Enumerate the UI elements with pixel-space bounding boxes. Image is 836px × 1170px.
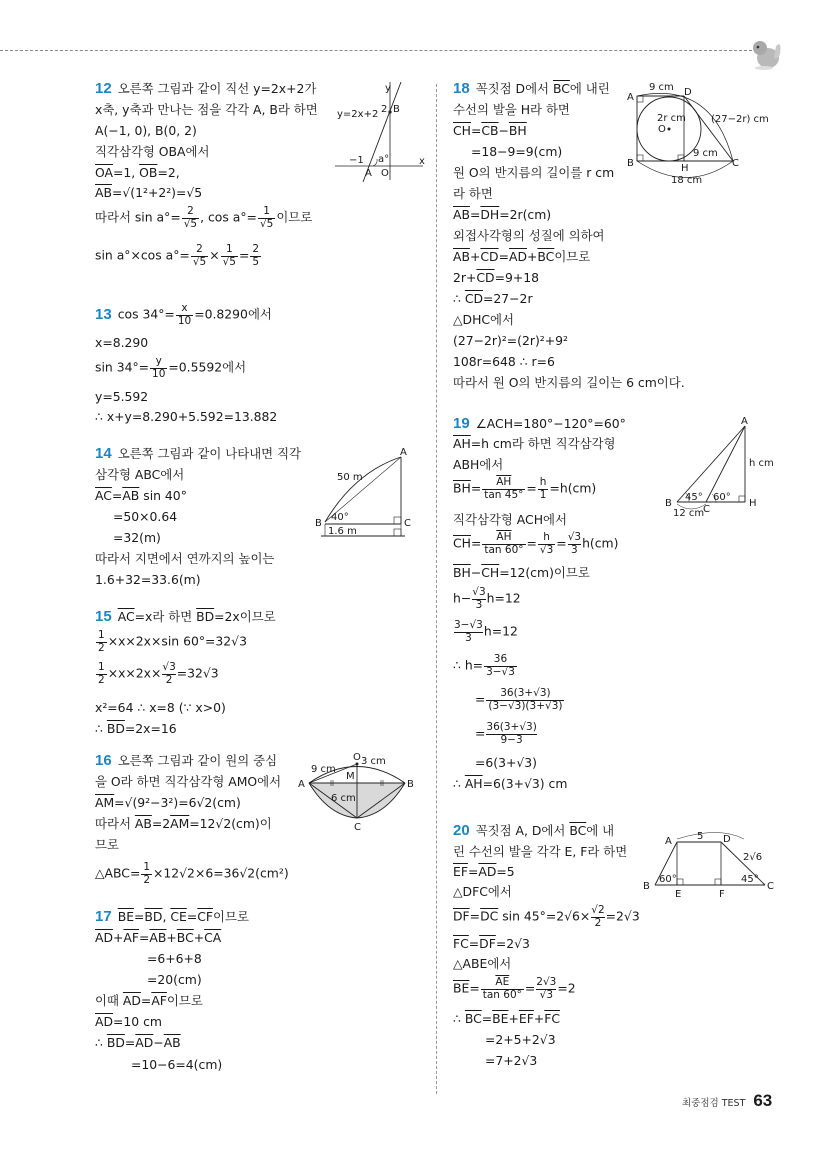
figure-14-kite-triangle	[315, 447, 425, 544]
fig12-equation: y=2x+2	[337, 109, 379, 120]
p18-line-3: $\overline{CH}=\overline{CB}-\overline{BH}$	[453, 123, 527, 138]
p12-line-6: $\overline{AB}=√(1^2+2^2)=√5$	[95, 185, 203, 200]
p20-line-10: =2+5+2√3	[485, 1032, 556, 1047]
p15-line-4: x²=64 ∴ x=8 (∵ x>0)	[95, 700, 226, 715]
fig12-point-B: B	[393, 104, 400, 115]
p13-line-2: x=8.290	[95, 335, 149, 350]
p12-line-2: x축, y축과 만나는 점을 각각 A, B라 하면	[95, 102, 318, 117]
figure-18-trapezoid-incircle	[627, 82, 777, 190]
p12-line-5: $\overline{OA}=1$, $\overline{OB}=2$,	[95, 165, 180, 180]
fig16-om-length: 3 cm	[361, 756, 386, 767]
fig12-y-intercept: 2	[381, 104, 388, 115]
fig14-point-C: C	[404, 518, 411, 529]
fig14-point-B: B	[315, 518, 322, 529]
fig16-point-C: C	[354, 822, 361, 833]
p19-line-3: ABH에서	[453, 457, 504, 472]
fig20-angle-60: 60°	[659, 874, 677, 885]
p20-line-7: △ABE에서	[453, 956, 512, 971]
fig18-top-length: 9 cm	[649, 82, 674, 93]
p16-line-1: 16 오른쪽 그림과 같이 원의 중심	[95, 752, 278, 769]
p13-line-3: sin 34°= $\frac{y}{10}$ =0.5592에서	[95, 355, 247, 380]
p14-line-7: 1.6+32=33.6(m)	[95, 572, 201, 587]
fig20-top-length: 5	[697, 831, 704, 842]
p12-line-3: A(−1, 0), B(0, 2)	[95, 123, 197, 138]
p14-line-2: 삼각형 ABC에서	[95, 467, 185, 482]
footer-title: 최중점검 TEST	[682, 1098, 746, 1109]
p15-line-2: $\frac{1}{2}$ ×x×2x×sin 60°=32√3	[98, 629, 247, 654]
p20-line-3: $\overline{EF}=\overline{AD}=5$	[453, 864, 515, 879]
p14-line-4: =50×0.64	[113, 509, 178, 524]
p19-line-13: =6(3+√3)	[475, 755, 537, 770]
fig19-point-A: A	[741, 416, 748, 427]
fig20-point-A: A	[665, 836, 672, 847]
fig19-point-H: H	[749, 498, 757, 509]
fig20-point-B: B	[643, 881, 650, 892]
fig19-angle-45: 45°	[685, 492, 703, 503]
fig16-point-A: A	[298, 779, 305, 790]
fig18-hc-length: 9 cm	[693, 148, 718, 159]
p15-line-5: ∴ $\overline{BD}=2x=16$	[95, 721, 177, 736]
p20-line-6: $\overline{FC}=\overline{DF}=2√3$	[453, 936, 530, 951]
p18-line-9: $\overline{AB}+\overline{CD}=\overline{AD}+\overline{BC}$이므로	[453, 249, 591, 264]
fig12-minus-one: −1	[349, 155, 364, 166]
figure-16-circle-segment	[295, 750, 420, 832]
p17-line-4: =20(cm)	[147, 972, 202, 987]
p12-line-1: 12 오른쪽 그림과 같이 직선 y=2x+2가	[95, 80, 317, 97]
p15-line-3: $\frac{1}{2}$ ×x×2x× $\frac{√3}{2}$ =32√3	[98, 661, 219, 686]
p18-line-1: 18 꼭짓점 D에서 $\overline{BC}$에 내린	[453, 80, 610, 97]
page-number: 63	[753, 1091, 773, 1110]
p17-line-5: 이때 $\overline{AD}=\overline{AF}$이므로	[95, 993, 203, 1008]
p19-line-6: $\overline{CH}=$ $\frac{\overline{AH}}{\tan 60^\circ}$ = $\frac{h}{√3}$ = $\frac{√3}{3}$ h(cm)	[453, 531, 619, 556]
p18-line-14: 108r=648 ∴ r=6	[453, 354, 555, 369]
p12-line-7: 따라서 sin a°= $\frac{2}{√5}$ , cos a°= $\frac{1}{√5}$ 이므로	[95, 205, 313, 230]
fig12-y-label: y	[385, 83, 391, 94]
p13-line-5: ∴ x+y=8.290+5.592=13.882	[95, 409, 278, 424]
p18-line-5: 원 O의 반지름의 길이를 r cm	[453, 165, 615, 180]
p18-line-15: 따라서 원 O의 반지름의 길이는 6 cm이다.	[453, 375, 685, 390]
p18-line-12: △DHC에서	[453, 312, 514, 327]
fig19-height: h cm	[749, 458, 774, 469]
p13-line-1: 13 cos 34°= $\frac{x}{10}$ =0.8290에서	[95, 302, 272, 327]
fig14-angle: 40°	[331, 512, 349, 523]
fig18-point-D: D	[684, 87, 692, 98]
p13-line-4: y=5.592	[95, 389, 149, 404]
p12-line-4: 직각삼각형 OBA에서	[95, 144, 210, 159]
figure-20-trapezoid	[639, 830, 779, 900]
p19-line-1: 19 ∠ACH=180°−120°=60°	[453, 415, 626, 432]
page-footer	[682, 1091, 772, 1111]
problem-number: 12	[95, 80, 112, 97]
p16-line-4: 따라서 $\overline{AB}=2\overline{AM}=12√2(cm)$이	[95, 816, 272, 831]
fig20-point-D: D	[723, 834, 731, 845]
p19-line-10: ∴ h= $\frac{36}{3-√3}$	[453, 653, 515, 678]
p19-line-4: $\overline{BH}=$ $\frac{\overline{AH}}{\tan 45^\circ}$ = $\frac{h}{1}$ =h(cm)	[453, 476, 597, 501]
p18-line-7: $\overline{AB}=\overline{DH}=2r(cm)$	[453, 207, 552, 222]
fig20-point-F: F	[719, 889, 725, 900]
fig20-angle-45: 45°	[741, 874, 759, 885]
fig20-point-C: C	[767, 881, 774, 892]
fig18-diameter: 2r cm	[657, 113, 686, 124]
p18-line-10: $2r+\overline{CD}=9+18$	[453, 270, 539, 285]
fig14-height: 1.6 m	[328, 526, 357, 537]
p20-line-11: =7+2√3	[485, 1053, 538, 1068]
fig14-length: 50 m	[337, 472, 363, 483]
p20-line-1: 20 꼭짓점 A, D에서 $\overline{BC}$에 내	[453, 822, 615, 839]
figure-19-two-triangles	[661, 416, 781, 519]
p20-line-8: $\overline{BE}=$ $\frac{\overline{AE}}{\tan 60^\circ}$ = $\frac{2√3}{√3}$ =2	[453, 976, 576, 1001]
p19-line-5: 직각삼각형 ACH에서	[453, 512, 567, 527]
fig14-point-A: A	[400, 447, 407, 458]
p17-line-7: ∴ $\overline{BD}=\overline{AD}-\overline{AB}$	[95, 1035, 181, 1050]
p14-line-3: $\overline{AC}=\overline{AB}$ sin 40°	[95, 488, 187, 503]
p18-line-4: =18−9=9(cm)	[471, 144, 563, 159]
problem-13	[95, 303, 425, 433]
p18-line-11: ∴ $\overline{CD}=27-2r$	[453, 291, 533, 306]
fig16-mc-length: 6 cm	[331, 793, 356, 804]
fig19-bc-length: 12 cm	[673, 508, 705, 519]
p19-line-2: $\overline{AH}=h$ cm라 하면 직각삼각형	[453, 436, 616, 451]
p17-line-6: $\overline{AD}=10$ cm	[95, 1014, 163, 1029]
p19-line-7: $\overline{BH}-\overline{CH}=12(cm)$이므로	[453, 565, 590, 580]
fig12-point-A: A	[365, 168, 372, 179]
p18-line-13: (27−2r)²=(2r)²+9²	[453, 333, 568, 348]
fig16-radius: 9 cm	[311, 764, 336, 775]
fig19-angle-60: 60°	[713, 492, 731, 503]
p14-line-5: =32(m)	[113, 530, 161, 545]
mascot-icon	[748, 36, 784, 72]
p12-line-8: sin a°×cos a°= $\frac{2}{√5}$ × $\frac{1}{√5}$ = $\frac{2}{5}$	[95, 243, 260, 268]
p19-line-9: $\frac{3-√3}{3}$ h=12	[454, 619, 518, 644]
p16-line-5: 므로	[95, 837, 119, 852]
problem-17	[95, 908, 425, 1078]
fig18-center-O: O	[658, 124, 666, 135]
p16-line-6: △ABC= $\frac{1}{2}$ ×12√2×6=36√2(cm²)	[95, 861, 289, 886]
p18-line-8: 외접사각형의 성질에 의하여	[453, 228, 605, 243]
column-divider	[436, 84, 437, 1094]
p19-line-8: h− $\frac{√3}{3}$ h=12	[453, 586, 521, 611]
fig18-point-H: H	[681, 163, 689, 174]
problem-15	[95, 608, 425, 738]
fig18-point-C: C	[732, 158, 739, 169]
p17-line-1: 17 $\overline{BE}=\overline{BD}$, $\overline{CE}=\overline{CF}$이므로	[95, 908, 249, 925]
p20-line-2: 린 수선의 발을 각각 E, F라 하면	[453, 844, 628, 859]
fig19-point-B: B	[665, 498, 672, 509]
fig18-cd-length: (27−2r) cm	[711, 114, 769, 125]
p19-line-14: ∴ $\overline{AH}=6(3+√3)$ cm	[453, 776, 568, 791]
fig12-angle: a°	[378, 154, 390, 165]
p18-line-2: 수선의 발을 H라 하면	[453, 102, 570, 117]
p14-line-1: 14 오른쪽 그림과 같이 나타내면 직각	[95, 445, 302, 462]
fig16-point-B: B	[407, 779, 414, 790]
p18-line-6: 라 하면	[453, 186, 493, 201]
fig18-point-A: A	[627, 92, 634, 103]
figure-12-line-graph	[335, 82, 425, 182]
p20-line-9: ∴ $\overline{BC}=\overline{BE}+\overline{EF}+\overline{FC}$	[453, 1011, 561, 1026]
p19-line-11: = $\frac{36(3+√3)}{(3-√3)(3+√3)}$	[475, 687, 563, 712]
fig12-origin: O	[381, 168, 389, 179]
fig18-point-B: B	[627, 158, 634, 169]
fig16-point-O: O	[353, 752, 361, 763]
p16-line-3: $\overline{AM}=√(9^2-3^2)=6√2(cm)$	[95, 795, 241, 810]
p17-line-2: $\overline{AD}+\overline{AF}=\overline{AB}+\overline{BC}+\overline{CA}$	[95, 930, 222, 945]
fig20-dc-length: 2√6	[743, 852, 763, 863]
p15-line-1: 15 $\overline{AC}=x$라 하면 $\overline{BD}=2x$이므로	[95, 608, 276, 625]
p19-line-12: = $\frac{36(3+√3)}{9-3}$	[475, 721, 537, 746]
p16-line-2: 을 O라 하면 직각삼각형 AMO에서	[95, 774, 282, 789]
p14-line-6: 따라서 지면에서 연까지의 높이는	[95, 551, 275, 566]
header-dashed-line	[0, 50, 752, 51]
p20-line-4: △DFC에서	[453, 884, 512, 899]
fig18-bc-length: 18 cm	[671, 175, 703, 186]
p17-line-8: =10−6=4(cm)	[131, 1057, 223, 1072]
p17-line-3: =6+6+8	[147, 951, 202, 966]
p20-line-5: $\overline{DF}=\overline{DC}$ sin 45°=2√6× $\frac{√2}{2}$ =2√3	[453, 904, 640, 929]
fig16-point-M: M	[346, 771, 355, 782]
fig20-point-E: E	[675, 889, 682, 900]
fig12-x-label: x	[419, 156, 425, 167]
fig19-point-C: C	[703, 504, 710, 515]
